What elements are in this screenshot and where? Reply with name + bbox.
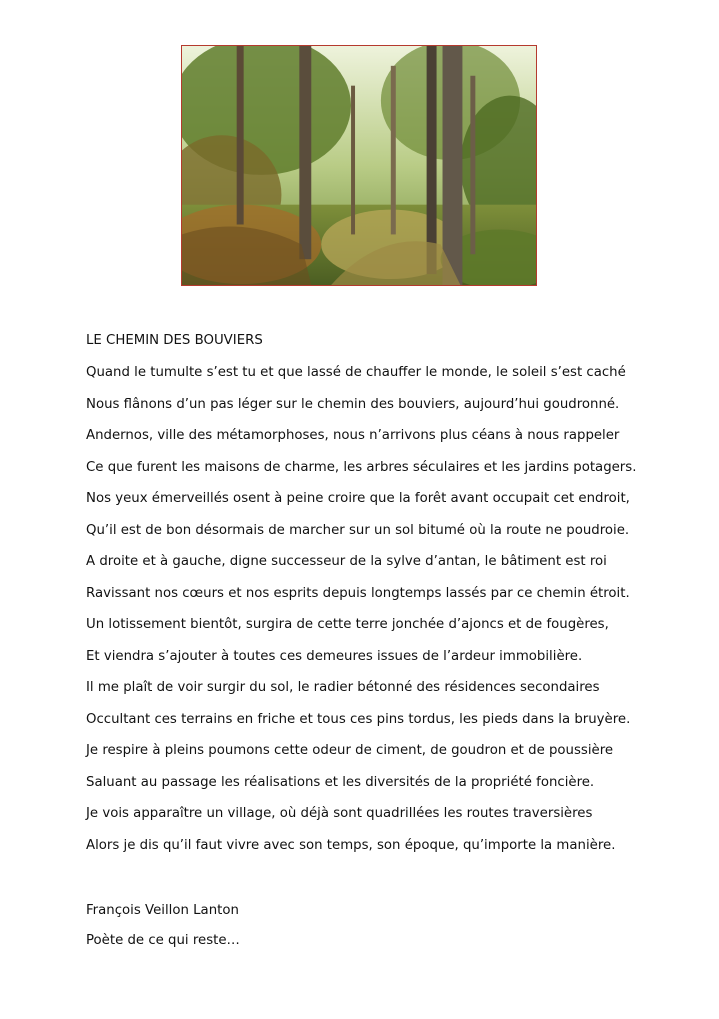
poem-title: LE CHEMIN DES BOUVIERS [86,333,263,348]
poem-line: Quand le tumulte s’est tu et que lassé de chauffer le monde, le soleil s’est caché [86,365,626,380]
poem-line: Ce que furent les maisons de charme, les arbres séculaires et les jardins potagers. [86,459,637,475]
poem-line: A droite et à gauche, digne successeur de la sylve d’antan, le bâtiment est roi [86,554,607,569]
poem-line: Et viendra s’ajouter à toutes ces demeures issues de l’ardeur immobilière. [86,648,583,664]
poem-line: Je vois apparaître un village, où déjà sont quadrillées les routes traversières [86,806,593,821]
forest-illustration [182,46,536,285]
poem-line: Andernos, ville des métamorphoses, nous n’arrivons plus céans à nous rappeler [86,428,620,443]
signature [86,901,240,961]
poem-line: Nos yeux émerveillés osent à peine croire que la forêt avant occupait cet endroit, [86,491,630,506]
poem-line: Je respire à pleins poumons cette odeur de ciment, de goudron et de poussière [86,743,614,758]
poem-line: Alors je dis qu’il faut vivre avec son temps, son époque, qu’importe la manière. [86,837,616,853]
forest-photo [181,45,537,286]
poem-line: Ravissant nos cœurs et nos esprits depuis longtemps lassés par ce chemin étroit. [86,585,630,601]
poem-line: Un lotissement bientôt, surgira de cette terre jonchée d’ajoncs et de fougères, [86,617,609,632]
poem-line: Qu’il est de bon désormais de marcher sur un sol bitumé où la route ne poudroie. [86,522,630,538]
poem-line: Nous flânons d’un pas léger sur le chemin des bouviers, aujourd’hui goudronné. [86,396,620,412]
poem [86,331,686,867]
poem-line: Il me plaît de voir surgir du sol, le radier bétonné des résidences secondaires [86,680,600,695]
poem-line: Saluant au passage les réalisations et les diversités de la propriété foncière. [86,774,595,790]
author-name: François Veillon Lanton [86,903,239,918]
author-tagline: Poète de ce qui reste… [86,933,240,948]
poem-line: Occultant ces terrains en friche et tous ces pins tordus, les pieds dans la bruyère. [86,711,631,727]
